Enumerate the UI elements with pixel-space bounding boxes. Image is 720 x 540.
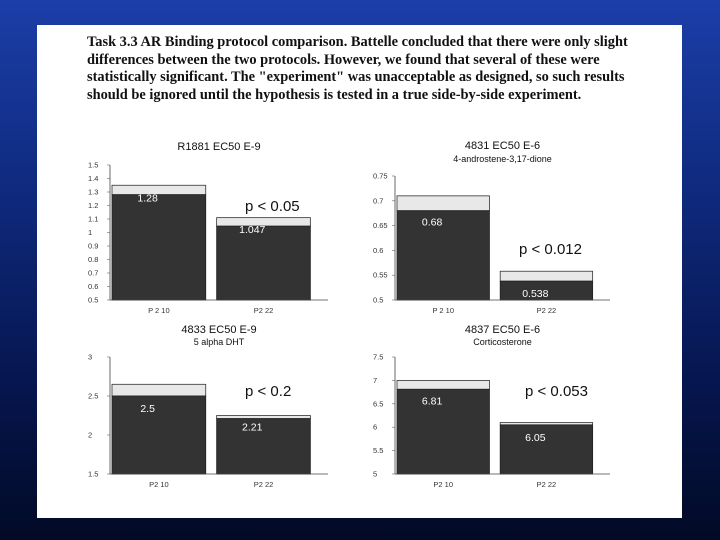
y-tick-label: 2.5	[88, 391, 99, 401]
bar	[397, 389, 489, 474]
bar-value-label: 6.81	[421, 395, 443, 408]
x-tick-label: P2 10	[433, 480, 454, 489]
bar-value-label: 1.047	[239, 224, 266, 237]
chart-subtitle: 4-androstene-3,17-dione	[453, 154, 552, 164]
y-tick-label: 1.5	[88, 469, 99, 479]
y-tick-label: 1.4	[88, 174, 99, 183]
y-tick-label: 6.5	[373, 399, 384, 409]
y-tick-label: 7.5	[373, 352, 384, 362]
bar-value-label: 2.21	[242, 421, 263, 434]
x-tick-label: P 2 10	[148, 306, 170, 315]
y-tick-label: 1.3	[88, 187, 99, 197]
y-tick-label: 0.6	[88, 282, 99, 291]
slide	[37, 25, 682, 518]
y-tick-label: 0.8	[88, 255, 99, 264]
y-tick-label: 0.9	[88, 241, 99, 251]
error-bar	[397, 380, 489, 389]
y-tick-label: 0.6	[373, 245, 384, 255]
chart-title: 4831 EC50 E-6	[464, 140, 541, 152]
bar-value-label: 1.28	[137, 192, 158, 205]
x-tick-label: P2 22	[536, 306, 557, 315]
y-tick-label: 0.7	[373, 196, 384, 206]
error-bar	[112, 384, 206, 396]
y-tick-label: 2	[88, 430, 93, 440]
x-tick-label: P2 10	[149, 480, 169, 489]
y-tick-label: 0.75	[373, 171, 388, 181]
x-tick-label: P2 22	[253, 480, 274, 489]
y-tick-label: 1	[88, 228, 93, 237]
y-tick-label: 0.65	[373, 221, 388, 231]
x-tick-label: P 2 10	[432, 306, 455, 315]
y-tick-label: 5	[373, 469, 378, 479]
error-bar	[112, 185, 206, 194]
y-tick-label: 0.5	[373, 295, 384, 305]
y-tick-label: 0.7	[88, 268, 99, 278]
slide-caption: Task 3.3 AR Binding protocol comparison. Battelle concluded that there were only slight differences between the two protocols. However, we found that several of these were statistically significant. The "experiment" was unacceptable as designed, so such results should be ignored until the hypothesis is tested in a true side-by-side experiment.	[87, 34, 628, 103]
x-tick-label: P2 22	[253, 306, 274, 315]
bar	[217, 226, 311, 300]
y-tick-label: 5.5	[373, 446, 384, 456]
y-tick-label: 0.55	[373, 270, 388, 280]
charts-area	[37, 25, 682, 518]
p-value-annotation: p < 0.053	[525, 383, 588, 400]
p-value-annotation: p < 0.2	[245, 383, 292, 400]
y-tick-label: 1.1	[88, 214, 99, 224]
y-tick-label: 7	[373, 375, 378, 385]
bar-value-label: 0.538	[522, 288, 549, 301]
p-value-annotation: p < 0.012	[519, 241, 582, 258]
y-tick-label: 1.5	[88, 160, 99, 170]
error-bar	[500, 271, 592, 281]
chart-title: R1881 EC50 E-9	[177, 141, 261, 153]
chart-subtitle: 5 alpha DHT	[193, 337, 245, 347]
bar	[217, 419, 311, 474]
chart-title: 4833 EC50 E-9	[181, 324, 257, 336]
error-bar	[217, 416, 311, 419]
bar	[397, 211, 489, 300]
bar-value-label: 2.5	[140, 403, 155, 415]
y-tick-label: 3	[88, 352, 93, 362]
y-tick-label: 6	[373, 422, 378, 432]
chart-title: 4837 EC50 E-6	[464, 324, 541, 336]
y-tick-label: 1.2	[88, 201, 99, 210]
p-value-annotation: p < 0.05	[245, 198, 300, 215]
y-tick-label: 0.5	[88, 295, 99, 305]
bar	[500, 425, 592, 474]
bar-value-label: 0.68	[421, 216, 443, 229]
bar	[112, 396, 206, 474]
error-bar	[397, 196, 489, 211]
bar-value-label: 6.05	[525, 431, 546, 444]
bar	[112, 192, 206, 300]
x-tick-label: P2 22	[536, 480, 557, 489]
chart-subtitle: Corticosterone	[473, 337, 532, 347]
